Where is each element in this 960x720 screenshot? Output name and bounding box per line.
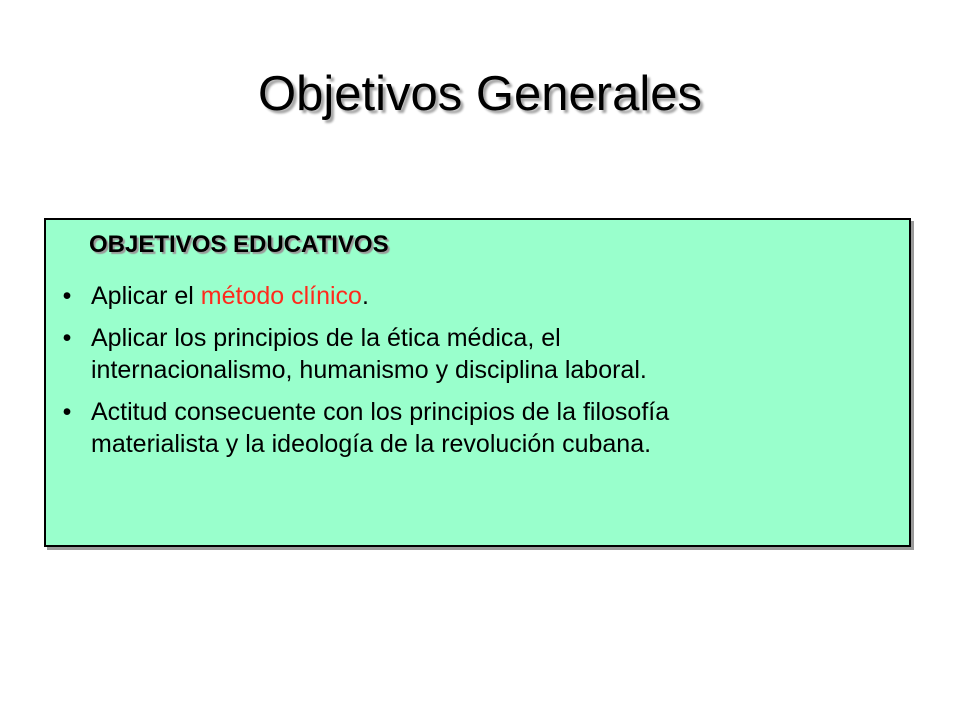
item-text-highlight: método clínico	[200, 282, 362, 310]
list-item	[46, 396, 913, 460]
item-text-suffix: .	[361, 282, 369, 310]
objectives-box	[44, 218, 911, 547]
slide-title: Objetivos Generales	[258, 67, 702, 121]
list-item	[46, 322, 913, 386]
item-text-line: Aplicar los principios de la ética médica, el	[91, 324, 561, 352]
objectives-list	[46, 280, 913, 470]
list-item	[46, 280, 913, 312]
item-text-prefix: Aplicar el	[91, 282, 201, 310]
item-text-line: Actitud consecuente con los principios de la filosofía	[91, 398, 670, 426]
item-text-line: materialista y la ideología de la revolución cubana.	[91, 430, 652, 458]
box-heading: OBJETIVOS EDUCATIVOS	[89, 231, 389, 258]
bullet-icon: •	[62, 324, 72, 352]
item-text-line: internacionalismo, humanismo y disciplina laboral.	[91, 356, 647, 384]
bullet-icon: •	[62, 282, 72, 310]
bullet-icon: •	[62, 398, 72, 426]
